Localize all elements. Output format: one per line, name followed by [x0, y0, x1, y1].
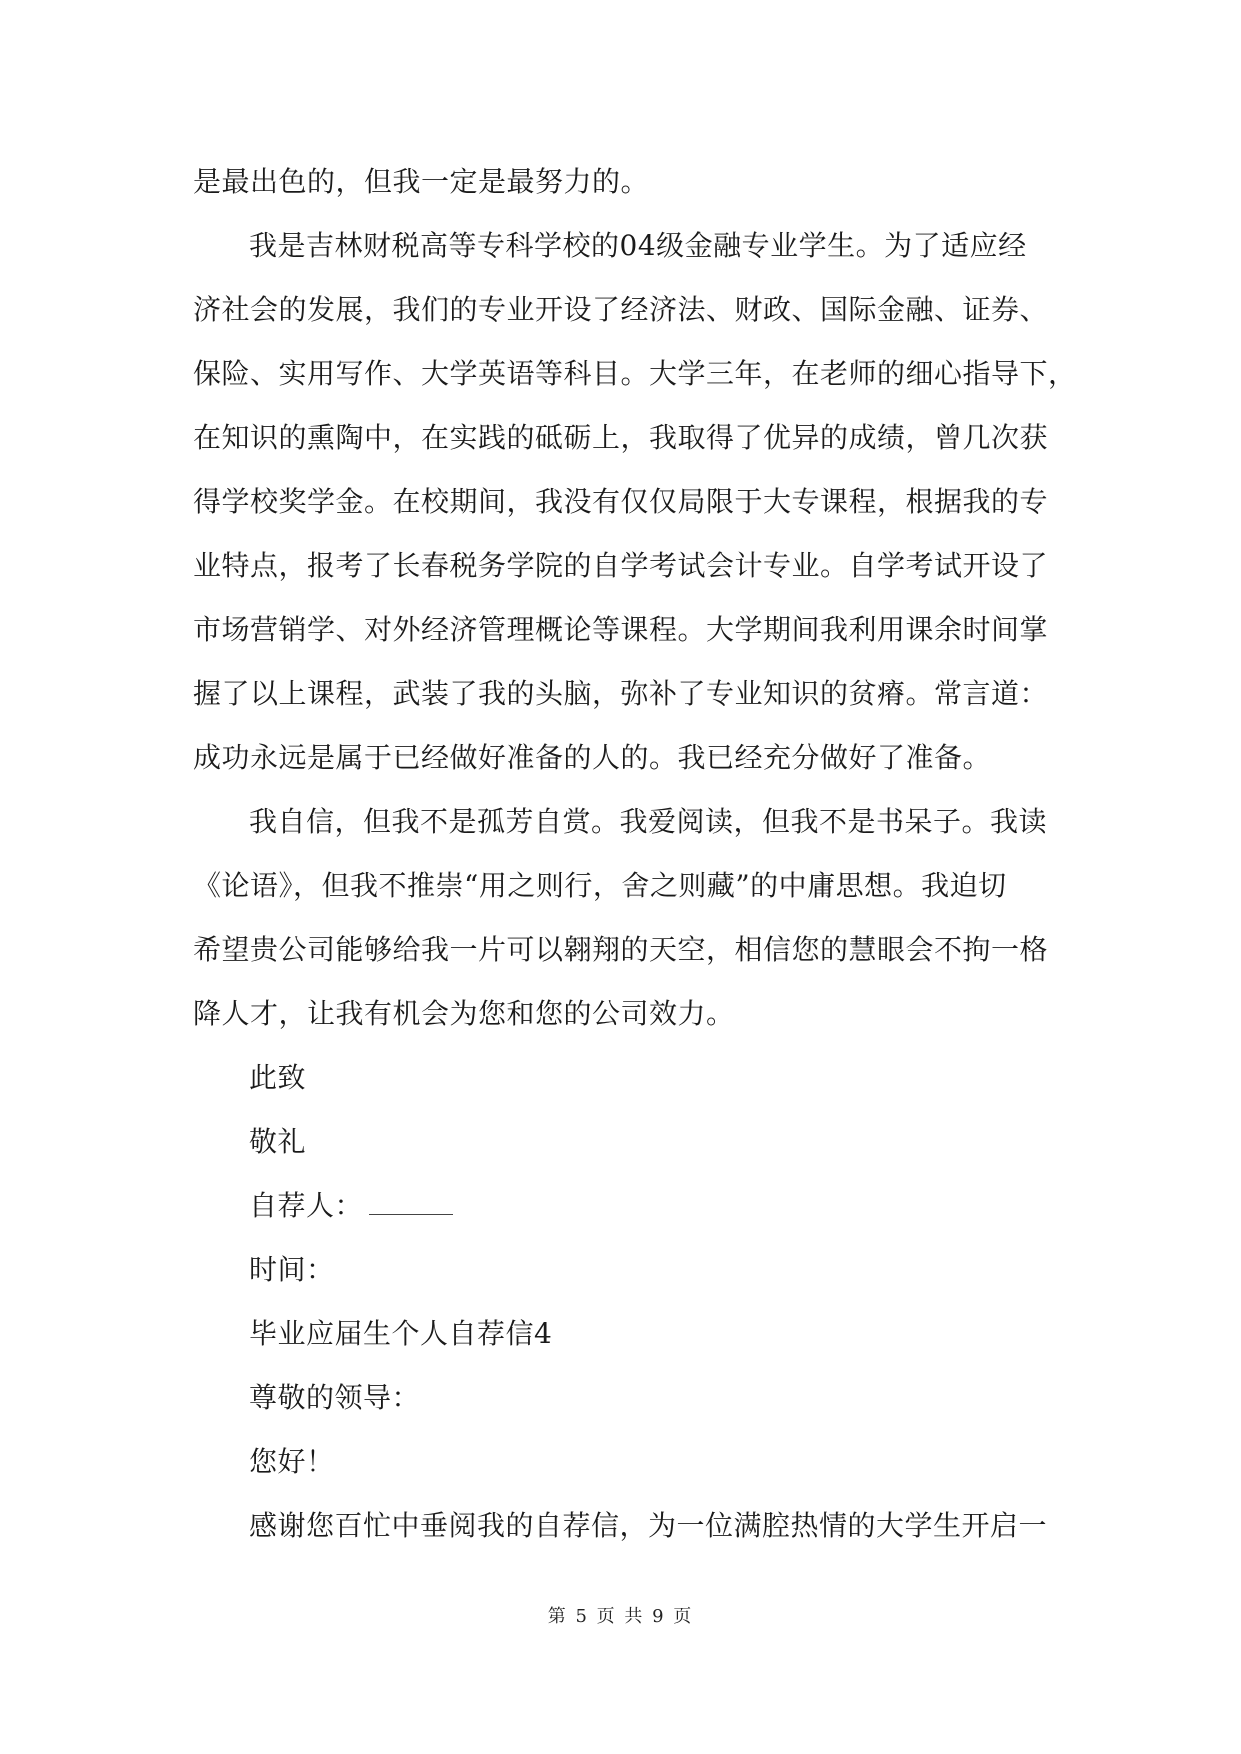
text-line: 降人才，让我有机会为您和您的公司效力。: [193, 997, 735, 1030]
text-line: 成功永远是属于已经做好准备的人的。我已经充分做好了准备。: [193, 741, 992, 774]
text-line: 业特点，报考了长春税务学院的自学考试会计专业。自学考试开设了: [193, 549, 1049, 582]
paragraph-start-line: 感谢您百忙中垂阅我的自荐信，为一位满腔热情的大学生开启一: [249, 1509, 1048, 1542]
closing-salute: 敬礼: [249, 1125, 307, 1158]
text-line: 得学校奖学金。在校期间，我没有仅仅局限于大专课程，根据我的专: [193, 485, 1049, 518]
closing-phrase: 此致: [249, 1061, 307, 1094]
greeting: 您好！: [249, 1445, 335, 1478]
text-line: 握了以上课程，武装了我的头脑，弥补了专业知识的贫瘠。常言道：: [193, 677, 1049, 710]
text-line: 《论语》，但我不推崇“用之则行，舍之则藏”的中庸思想。我迫切: [193, 869, 1007, 902]
salutation: 尊敬的领导：: [249, 1381, 421, 1414]
text-line: 是最出色的，但我一定是最努力的。: [193, 165, 650, 198]
text-line: 在知识的熏陶中，在实践的砥砺上，我取得了优异的成绩，曾几次获: [193, 421, 1049, 454]
paragraph-start-line: 我是吉林财税高等专科学校的04级金融专业学生。为了适应经: [249, 229, 1027, 262]
document-body: [193, 150, 1077, 1558]
text-line: 保险、实用写作、大学英语等科目。大学三年，在老师的细心指导下，: [193, 357, 1077, 390]
page-footer: 第 5 页 共 9 页: [547, 1606, 694, 1627]
date-line: 时间：: [249, 1253, 335, 1286]
section-heading: 毕业应届生个人自荐信4: [249, 1317, 553, 1350]
text-line: 市场营销学、对外经济管理概论等课程。大学期间我利用课余时间掌: [193, 613, 1049, 646]
signature-label: 自荐人：: [249, 1189, 364, 1222]
signature-line: [193, 1174, 1053, 1238]
paragraph-start-line: 我自信，但我不是孤芳自赏。我爱阅读，但我不是书呆子。我读: [249, 805, 1048, 838]
text-line: 济社会的发展，我们的专业开设了经济法、财政、国际金融、证券、: [193, 293, 1049, 326]
text-line: 希望贵公司能够给我一片可以翱翔的天空，相信您的慧眼会不拘一格: [193, 933, 1049, 966]
signature-blank: [369, 1192, 453, 1215]
